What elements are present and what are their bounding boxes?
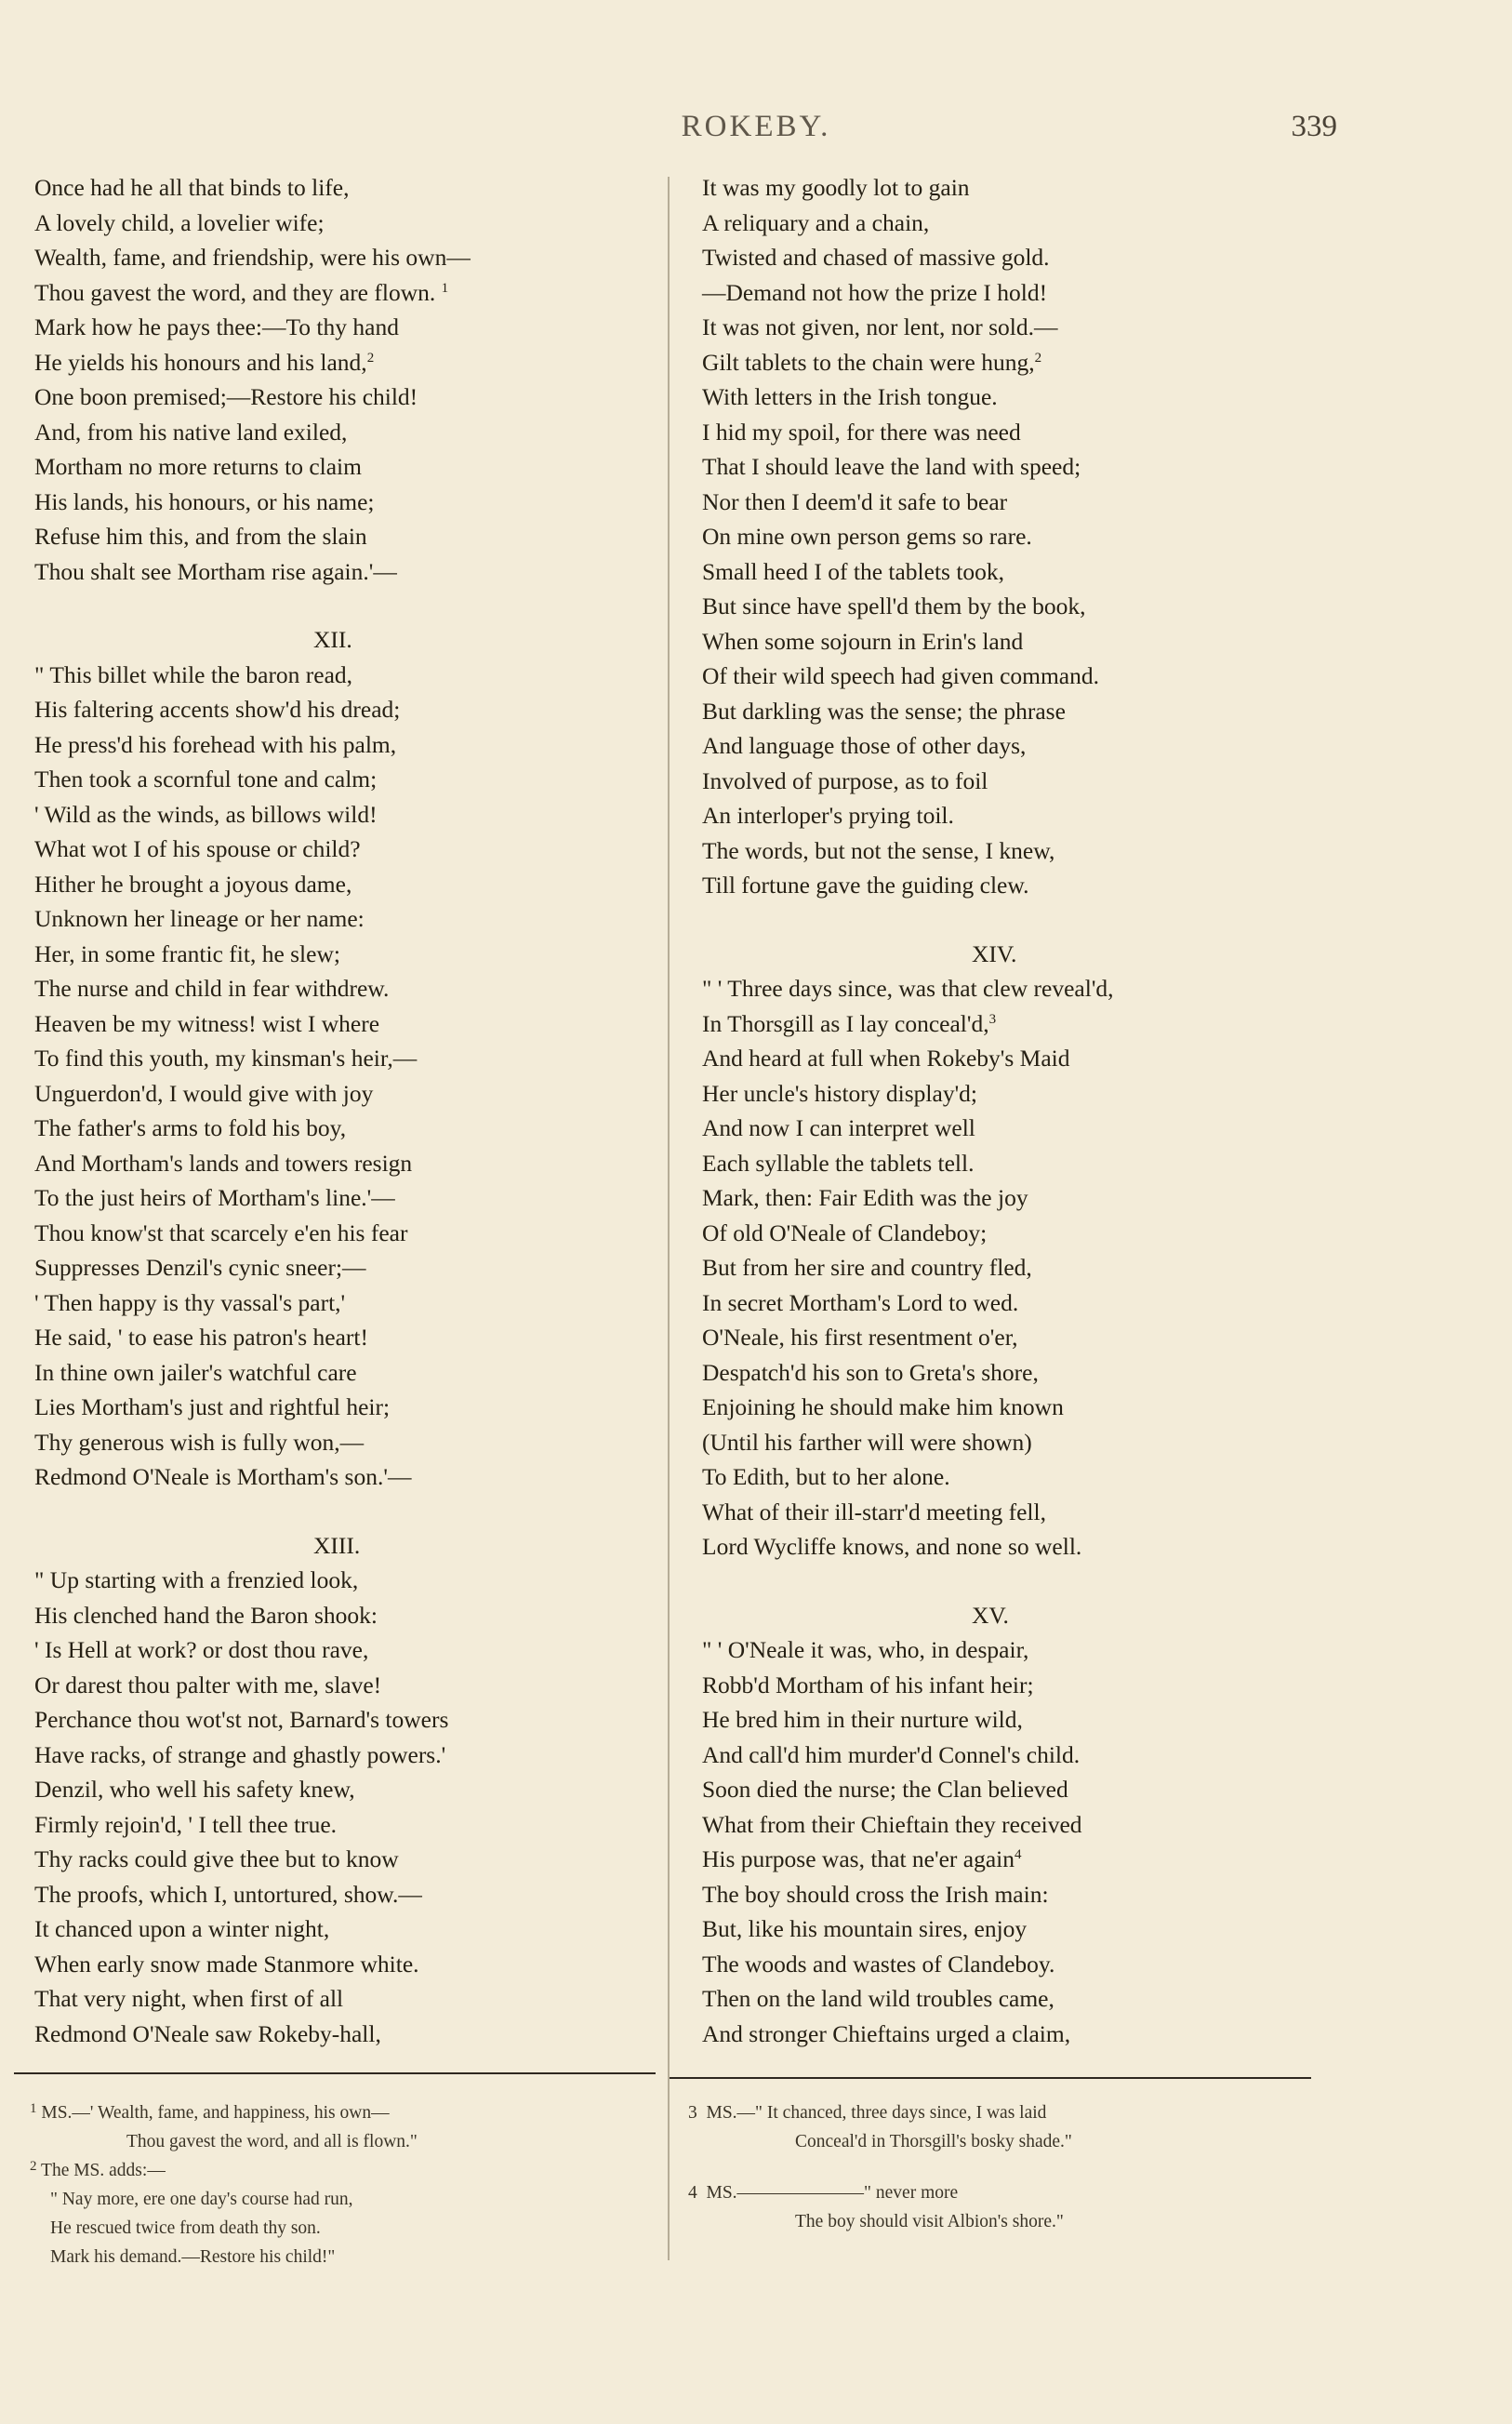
verse-line: It was not given, nor lent, nor sold.—	[702, 313, 1058, 340]
verse-line: He said, ' to ease his patron's heart!	[34, 1324, 368, 1351]
verse-line: Thou shalt see Mortham rise again.'—	[34, 557, 397, 585]
footnote-ref-1[interactable]: 1	[441, 280, 449, 296]
verse-line: And call'd him murder'd Connel's child.	[702, 1740, 1081, 1768]
verse-line: But since have spell'd them by the book,	[702, 593, 1086, 619]
verse-line: The nurse and child in fear withdrew.	[34, 975, 390, 1002]
verse-line: Or darest thou palter with me, slave!	[34, 1671, 382, 1698]
verse-line: He bred him in their nurture wild,	[702, 1706, 1023, 1733]
verse-line: His faltering accents show'd his dread;	[34, 696, 401, 723]
verse-line: In thine own jailer's watchful care	[34, 1358, 357, 1386]
verse-line: Robb'd Mortham of his infant heir;	[702, 1671, 1034, 1698]
footnotes-left	[30, 2098, 643, 2271]
verse-line: Despatch'd his son to Greta's shore,	[702, 1358, 1039, 1386]
left-column	[34, 170, 639, 2051]
verse-line: With letters in the Irish tongue.	[702, 383, 998, 410]
verse-line: Then on the land wild troubles came,	[702, 1985, 1054, 2012]
footnote-3-cont: Conceal'd in Thorsgill's bosky shade."	[795, 2132, 1072, 2151]
verse-line: Wealth, fame, and friendship, were his own—	[34, 244, 471, 271]
verse-line: Refuse him this, and from the slain	[34, 523, 367, 550]
footnote-4-cont: The boy should visit Albion's shore."	[795, 2212, 1064, 2231]
verse-line: " ' O'Neale it was, who, in despair,	[702, 1636, 1029, 1663]
verse-line: Unknown her lineage or her name:	[34, 905, 365, 932]
verse-line: Nor then I deem'd it safe to bear	[702, 487, 1008, 515]
page-header	[0, 110, 1512, 156]
verse-line: Thou gavest the word, and they are flown. $^1$	[34, 278, 449, 306]
footnote-marker: 3	[688, 2103, 697, 2123]
verse-line: Enjoining he should make him known	[702, 1393, 1064, 1420]
verse-line: His clenched hand the Baron shook:	[34, 1601, 378, 1629]
verse-line: ' Is Hell at work? or dost thou rave,	[34, 1636, 369, 1663]
page-number: 339	[1291, 110, 1337, 143]
section-heading-xii: XII.	[313, 626, 352, 653]
verse-line: Each syllable the tablets tell.	[702, 1149, 975, 1177]
verse-line: Denzil, who well his safety knew,	[34, 1776, 355, 1803]
verse-line: It chanced upon a winter night,	[34, 1915, 330, 1942]
footnote-3: 3 MS.—" It chanced, three days since, I was laid	[688, 2103, 1047, 2123]
verse-line: One boon premised;—Restore his child!	[34, 383, 418, 410]
verse-line: But darkling was the sense; the phrase	[702, 697, 1066, 725]
verse-line: —Demand not how the prize I hold!	[702, 278, 1048, 306]
verse-line: Unguerdon'd, I would give with joy	[34, 1079, 374, 1107]
verse-line: But, like his mountain sires, enjoy	[702, 1915, 1028, 1942]
footnote-ref-2[interactable]: 2	[1034, 350, 1042, 366]
verse-line: To find this youth, my kinsman's heir,—	[34, 1045, 418, 1072]
verse-line: " ' Three days since, was that clew reveal'd,	[702, 975, 1114, 1002]
verse-line: In secret Mortham's Lord to wed.	[702, 1288, 1019, 1316]
verse-line: The boy should cross the Irish main:	[702, 1880, 1049, 1908]
verse-line: Till fortune gave the guiding clew.	[702, 872, 1029, 899]
verse-line: Mark, then: Fair Edith was the joy	[702, 1184, 1028, 1211]
verse-line: Gilt tablets to the chain were hung,$^2$	[702, 348, 1042, 376]
footnote-2-cont: He rescued twice from death thy son.	[50, 2218, 321, 2238]
footnote-2-cont: " Nay more, ere one day's course had run,	[50, 2190, 353, 2209]
verse-line: Involved of purpose, as to foil	[702, 766, 988, 794]
verse-line: Of old O'Neale of Clandeboy;	[702, 1219, 988, 1246]
right-column	[702, 170, 1316, 2051]
verse-line: " Up starting with a frenzied look,	[34, 1566, 359, 1593]
verse-line: Her uncle's history display'd;	[702, 1079, 978, 1107]
verse-line: The proofs, which I, untortured, show.—	[34, 1880, 422, 1908]
verse-line: When some sojourn in Erin's land	[702, 627, 1024, 655]
verse-line: What from their Chieftain they received	[702, 1810, 1082, 1838]
verse-line: Have racks, of strange and ghastly powers.'	[34, 1740, 446, 1768]
verse-line: (Until his farther will were shown)	[702, 1428, 1032, 1456]
footnote-2-cont: Mark his demand.—Restore his child!"	[50, 2247, 336, 2267]
verse-line: Mortham no more returns to claim	[34, 453, 362, 480]
verse-line: He press'd his forehead with his palm,	[34, 730, 397, 758]
verse-line: That very night, when first of all	[34, 1985, 344, 2012]
verse-line: His lands, his honours, or his name;	[34, 487, 375, 515]
footnote-1: $^1$ MS.—' Wealth, fame, and happiness, his own—	[30, 2101, 390, 2123]
verse-line: And Mortham's lands and towers resign	[34, 1149, 413, 1177]
verse-line: In Thorsgill as I lay conceal'd,$^3$	[702, 1009, 997, 1037]
footnote-ref-3[interactable]: 3	[988, 1011, 997, 1027]
verse-line: Firmly rejoin'd, ' I tell thee true.	[34, 1810, 338, 1838]
verse-line: Lord Wycliffe knows, and none so well.	[702, 1533, 1082, 1560]
verse-line: Of their wild speech had given command.	[702, 662, 1100, 689]
verse-line: Then took a scornful tone and calm;	[34, 766, 378, 792]
verse-line: When early snow made Stanmore white.	[34, 1950, 419, 1978]
verse-line: What wot I of his spouse or child?	[34, 835, 361, 862]
verse-line: Small heed I of the tablets took,	[702, 557, 1005, 585]
verse-line: A lovely child, a lovelier wife;	[34, 208, 325, 236]
verse-line: What of their ill-starr'd meeting fell,	[702, 1498, 1046, 1525]
verse-line: Redmond O'Neale saw Rokeby-hall,	[34, 2019, 381, 2047]
verse-line: Thy racks could give thee but to know	[34, 1845, 399, 1872]
verse-line: The woods and wastes of Clandeboy.	[702, 1950, 1055, 1978]
verse-line: Suppresses Denzil's cynic sneer;—	[34, 1254, 366, 1281]
verse-line: Hither he brought a joyous dame,	[34, 870, 352, 898]
verse-line: Once had he all that binds to life,	[34, 174, 350, 201]
section-heading-xiii: XIII.	[313, 1531, 361, 1559]
verse-line: His purpose was, that ne'er again$^4$	[702, 1845, 1022, 1872]
verse-line: On mine own person gems so rare.	[702, 523, 1032, 550]
verse-line: And now I can interpret well	[702, 1114, 975, 1141]
footnote-marker: 2	[30, 2159, 37, 2174]
verse-line: An interloper's prying toil.	[702, 802, 954, 829]
column-divider	[668, 177, 670, 2260]
verse-line: He yields his honours and his land,$^2$	[34, 348, 375, 376]
verse-line: Heaven be my witness! wist I where	[34, 1009, 380, 1037]
verse-line: To Edith, but to her alone.	[702, 1463, 950, 1490]
verse-line: But from her sire and country fled,	[702, 1254, 1032, 1281]
running-title: ROKEBY.	[681, 110, 831, 143]
verse-line: And language those of other days,	[702, 732, 1027, 759]
footnote-rule	[670, 2077, 1311, 2079]
section-heading-xiv: XIV.	[972, 939, 1017, 967]
verse-line: And stronger Chieftains urged a claim,	[702, 2019, 1071, 2047]
verse-line: Mark how he pays thee:—To thy hand	[34, 313, 399, 340]
verse-line: The words, but not the sense, I knew,	[702, 836, 1055, 864]
verse-line: Twisted and chased of massive gold.	[702, 244, 1050, 271]
footnote-1-cont: Thou gavest the word, and all is flown."	[126, 2132, 418, 2151]
verse-line: That I should leave the land with speed;	[702, 453, 1081, 480]
footnote-marker: 1	[30, 2101, 37, 2116]
verse-line: The father's arms to fold his boy,	[34, 1114, 347, 1141]
verse-line: It was my goodly lot to gain	[702, 174, 970, 201]
section-heading-xv: XV.	[972, 1601, 1009, 1629]
verse-line: Thou know'st that scarcely e'en his fear	[34, 1219, 408, 1246]
footnote-ref-4[interactable]: 4	[1015, 1847, 1022, 1862]
verse-line: Thy generous wish is fully won,—	[34, 1428, 365, 1456]
verse-line: And, from his native land exiled,	[34, 418, 348, 446]
verse-line: Soon died the nurse; the Clan believed	[702, 1776, 1068, 1803]
footnotes-right	[688, 2098, 1302, 2236]
verse-line: Lies Mortham's just and rightful heir;	[34, 1393, 391, 1420]
footnote-ref-2[interactable]: 2	[366, 350, 375, 366]
verse-line: " This billet while the baron read,	[34, 660, 353, 688]
footnote-rule	[14, 2072, 656, 2074]
verse-line: O'Neale, his first resentment o'er,	[702, 1324, 1018, 1351]
verse-line: To the just heirs of Mortham's line.'—	[34, 1184, 395, 1211]
footnote-4: 4 MS.———————" never more	[688, 2183, 959, 2203]
verse-line: A reliquary and a chain,	[702, 208, 930, 236]
verse-line: ' Wild as the winds, as billows wild!	[34, 800, 378, 828]
verse-line: I hid my spoil, for there was need	[702, 418, 1021, 446]
footnote-marker: 4	[688, 2183, 697, 2203]
verse-line: Perchance thou wot'st not, Barnard's towers	[34, 1706, 449, 1733]
verse-line: Her, in some frantic fit, he slew;	[34, 939, 340, 967]
verse-line: Redmond O'Neale is Mortham's son.'—	[34, 1463, 412, 1490]
footnote-2: $^2$ The MS. adds:—	[30, 2159, 166, 2180]
verse-line: And heard at full when Rokeby's Maid	[702, 1045, 1070, 1072]
verse-line: ' Then happy is thy vassal's part,'	[34, 1288, 346, 1316]
